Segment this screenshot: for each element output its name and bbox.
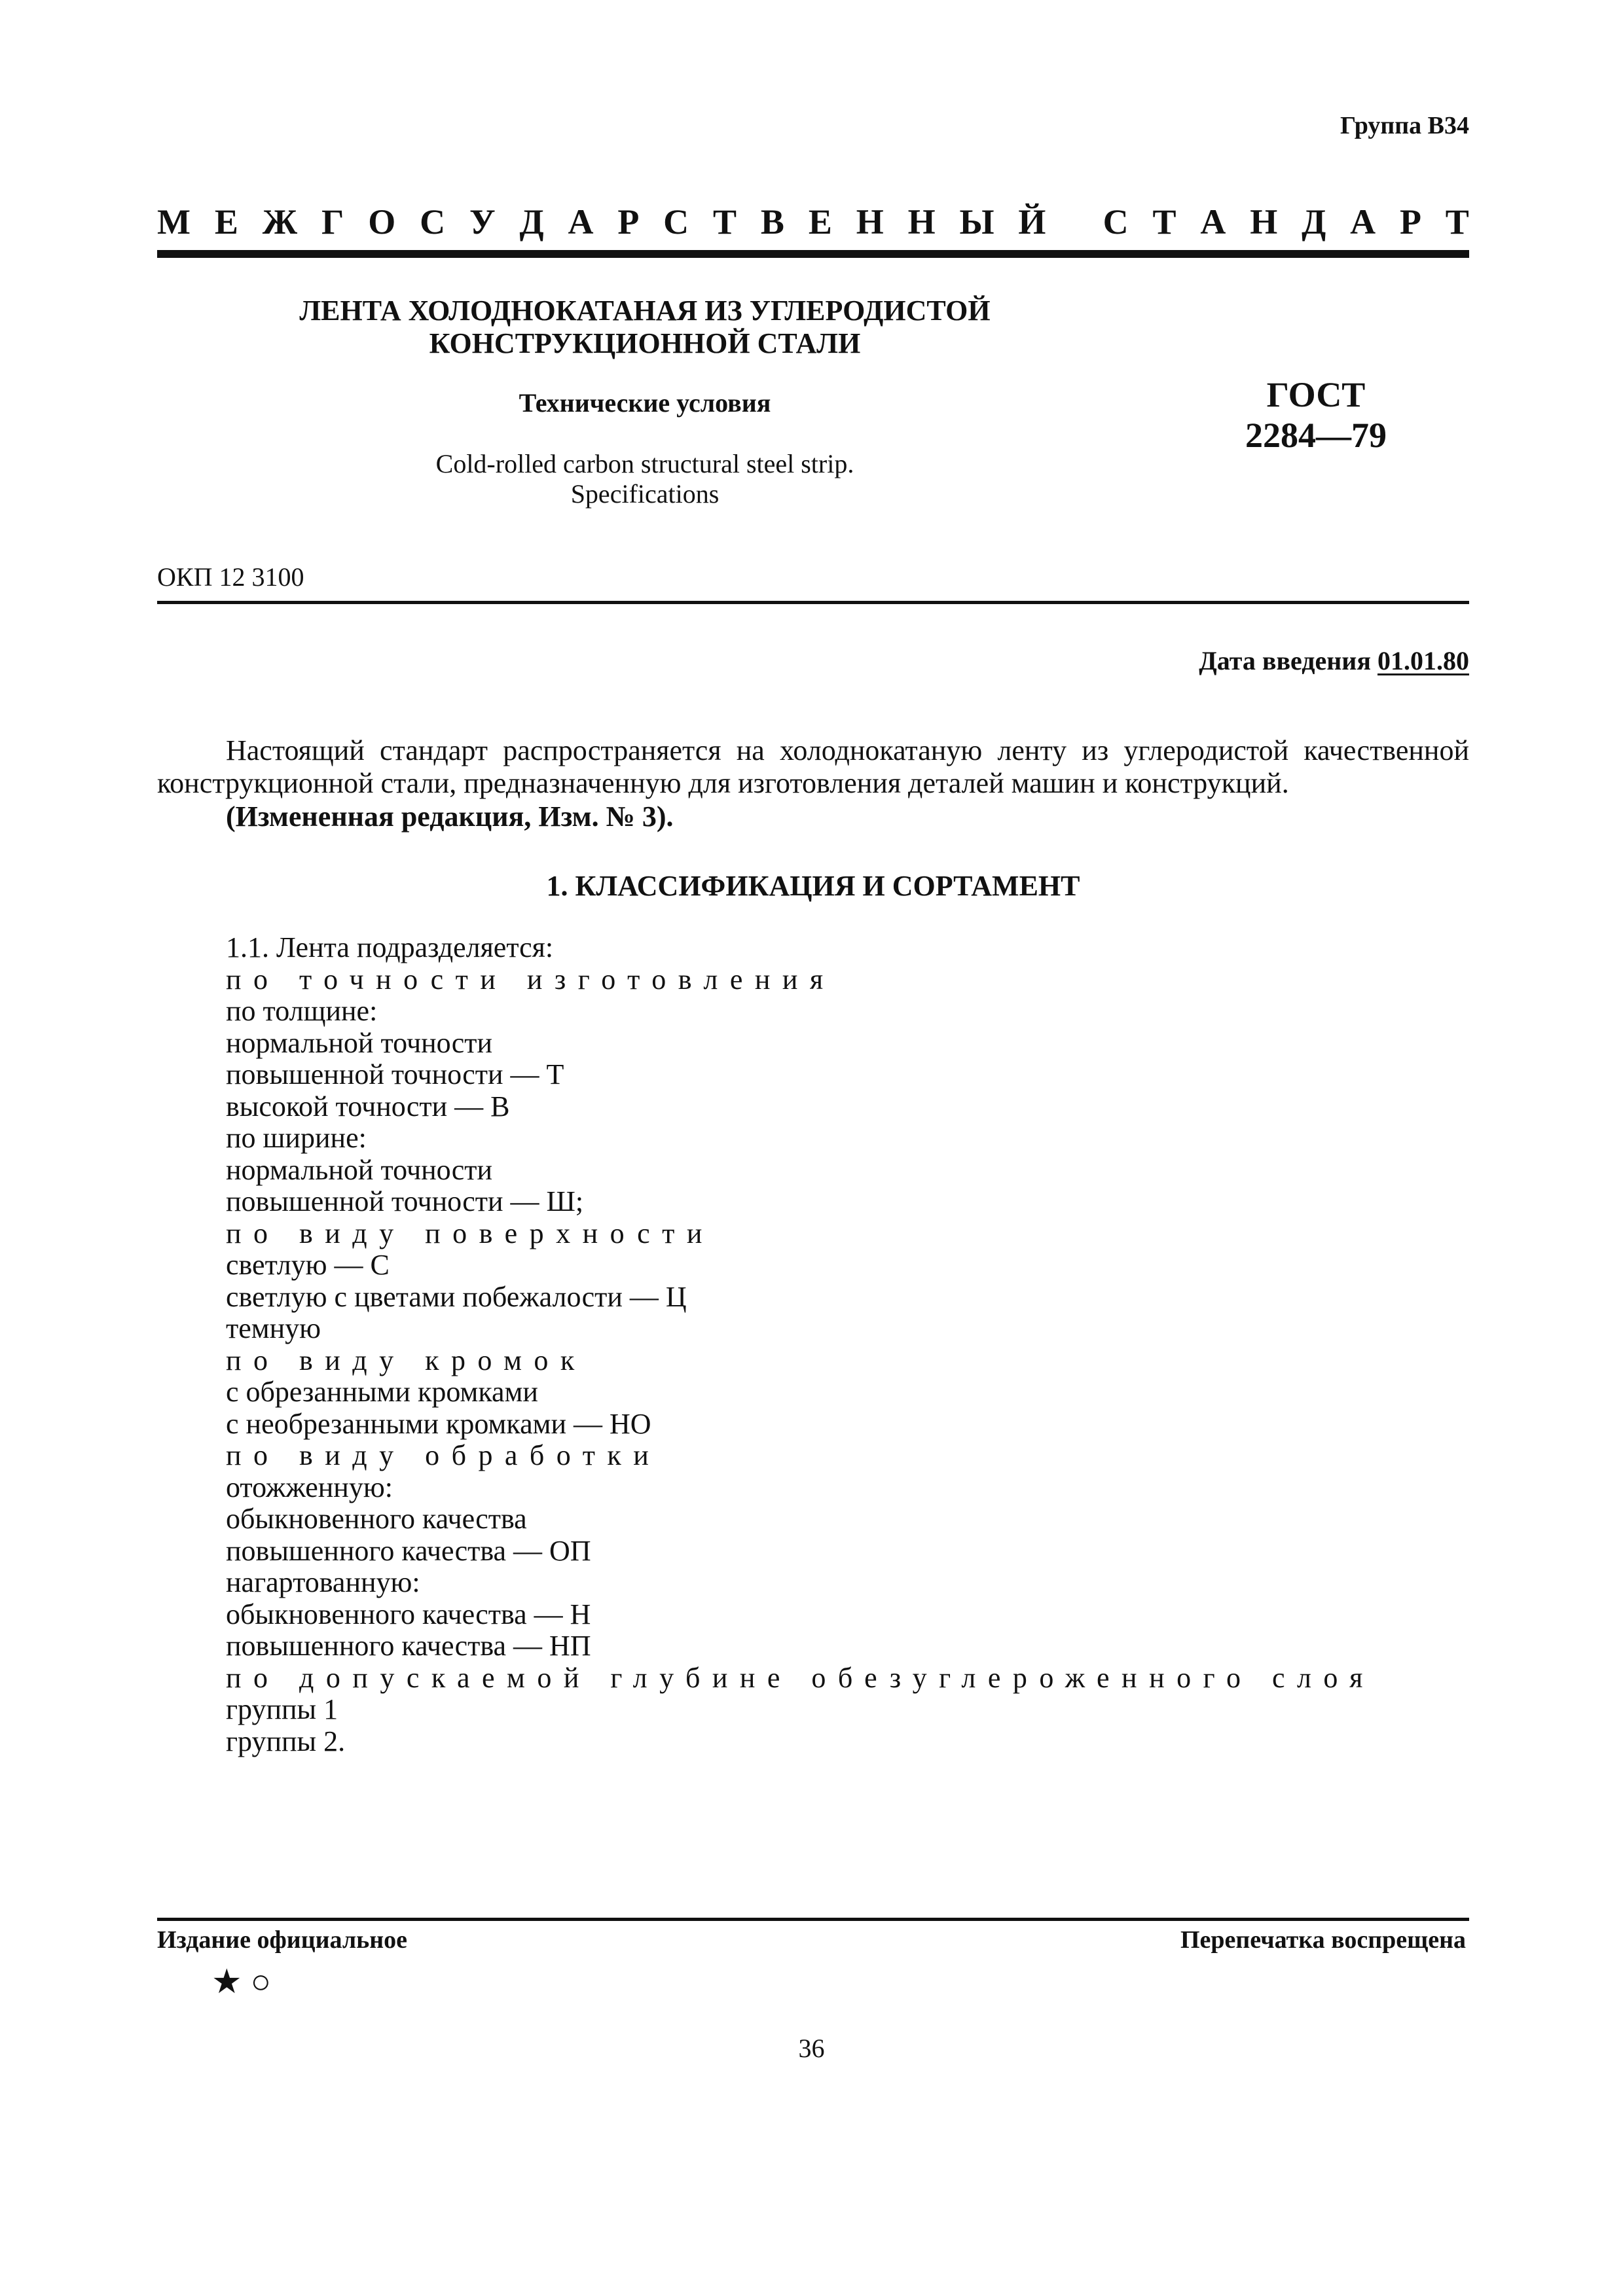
header-rule: [157, 250, 1469, 258]
list-item: обыкновенного качества: [226, 1503, 527, 1535]
classification-list: [226, 932, 1375, 1757]
reprint-prohibited-label: Перепечатка воспрещена: [1180, 1926, 1466, 1954]
list-item: нормальной точности: [226, 1153, 493, 1186]
heading-letter: Н: [907, 202, 936, 242]
heading-letter: С: [663, 202, 689, 242]
heading-letter: Е: [808, 202, 832, 242]
heading-letter: Н: [856, 202, 884, 242]
heading-letter: А: [1200, 202, 1226, 242]
list-category-heading: по виду обработки: [226, 1439, 661, 1471]
amendment-note: (Измененная редакция, Изм. № 3).: [226, 800, 674, 833]
introduction-date: [1199, 645, 1469, 676]
list-item: нормальной точности: [226, 1026, 493, 1059]
date-value: 01.01.80: [1377, 646, 1469, 675]
heading-letter: А: [1350, 202, 1376, 242]
list-item: повышенной точности — Ш;: [226, 1185, 584, 1217]
list-item: светлую — С: [226, 1249, 390, 1281]
heading-letter: Т: [1152, 202, 1176, 242]
heading-letter: Р: [617, 202, 640, 242]
official-edition-label: Издание официальное: [157, 1926, 408, 1954]
list-item: темную: [226, 1312, 321, 1344]
list-category-heading: по виду кромок: [226, 1344, 587, 1376]
document-title: [223, 295, 1067, 360]
heading-letter: Ж: [262, 202, 298, 242]
heading-word-gap: [1070, 202, 1079, 242]
list-item: повышенного качества — НП: [226, 1630, 591, 1662]
page-number: 36: [798, 2034, 825, 2063]
document-subtitle: Технические условия: [519, 388, 771, 418]
list-item: с обрезанными кромками: [226, 1376, 538, 1408]
edition-marks: ★ ○: [211, 1964, 272, 2001]
list-item: повышенного качества — ОП: [226, 1534, 591, 1567]
heading-letter: С: [420, 202, 446, 242]
standard-heading: [157, 202, 1469, 242]
english-title: [223, 449, 1067, 509]
heading-letter: О: [368, 202, 396, 242]
gost-number: 2284—79: [1245, 416, 1387, 455]
list-item: нагартованную:: [226, 1566, 420, 1598]
heading-letter: Р: [1399, 202, 1421, 242]
heading-letter: У: [469, 202, 496, 242]
okp-code: ОКП 12 3100: [157, 562, 304, 592]
list-category-heading: по допускаемой глубине обезуглероженного слоя: [226, 1661, 1375, 1694]
heading-letter: Т: [1445, 202, 1469, 242]
list-item: группы 1: [226, 1693, 338, 1725]
heading-letter: М: [157, 202, 191, 242]
group-code: Группа В34: [1340, 112, 1469, 139]
list-item: светлую с цветами побежалости — Ц: [226, 1280, 687, 1313]
heading-letter: Т: [713, 202, 737, 242]
list-item: по толщине:: [226, 995, 378, 1027]
heading-letter: Ы: [959, 202, 994, 242]
list-item: по ширине:: [226, 1122, 367, 1154]
list-category-heading: по виду поверхности: [226, 1217, 714, 1249]
footer-rule: [157, 1918, 1469, 1921]
title-line-2: КОНСТРУКЦИОННОЙ СТАЛИ: [429, 327, 861, 359]
list-category-heading: по точности изготовления: [226, 963, 835, 996]
list-item: с необрезанными кромками — НО: [226, 1407, 651, 1440]
heading-letter: Г: [321, 202, 344, 242]
list-item: повышенной точности — Т: [226, 1058, 564, 1090]
section-title: 1. КЛАССИФИКАЦИЯ И СОРТАМЕНТ: [546, 870, 1080, 902]
heading-letter: А: [568, 202, 594, 242]
heading-letter: Д: [519, 202, 544, 242]
english-title-line-1: Cold-rolled carbon structural steel strip.: [435, 449, 854, 478]
gost-label: ГОСТ: [1266, 375, 1366, 414]
heading-letter: Е: [214, 202, 238, 242]
intro-paragraph: Настоящий стандарт распространяется на холоднокатаную ленту из углеродистой качественной конструкционной стали, предназначенную для изготовления деталей машин и конструкций.: [157, 734, 1469, 799]
gost-designation: [1192, 374, 1440, 456]
heading-letter: Д: [1302, 202, 1326, 242]
heading-letter: Н: [1250, 202, 1278, 242]
list-item: 1.1. Лента подразделяется:: [226, 931, 554, 963]
list-item: высокой точности — В: [226, 1090, 510, 1122]
list-item: отожженную:: [226, 1471, 393, 1503]
heading-letter: В: [760, 202, 784, 242]
date-label: Дата введения: [1199, 646, 1371, 675]
list-item: группы 2.: [226, 1725, 346, 1757]
heading-letter: С: [1103, 202, 1129, 242]
heading-letter: Й: [1018, 202, 1046, 242]
english-title-line-2: Specifications: [570, 479, 720, 509]
title-line-1: ЛЕНТА ХОЛОДНОКАТАНАЯ ИЗ УГЛЕРОДИСТОЙ: [299, 295, 991, 327]
middle-rule: [157, 601, 1469, 604]
list-item: обыкновенного качества — Н: [226, 1598, 591, 1630]
